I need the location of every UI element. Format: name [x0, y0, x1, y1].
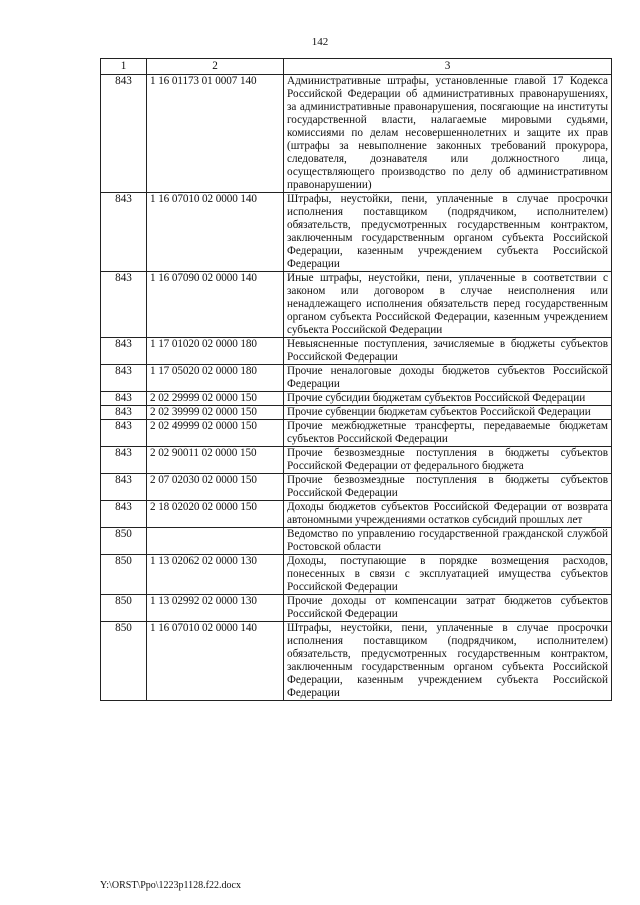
cell-budget-code: 2 02 49999 02 0000 150: [147, 420, 284, 447]
cell-budget-code: 1 16 07010 02 0000 140: [147, 193, 284, 272]
cell-budget-code: 2 18 02020 02 0000 150: [147, 501, 284, 528]
table-body: [101, 75, 612, 701]
cell-admin-code: 843: [101, 365, 147, 392]
cell-admin-code: 843: [101, 392, 147, 406]
table-row: [101, 501, 612, 528]
cell-budget-code: 1 13 02992 02 0000 130: [147, 595, 284, 622]
cell-admin-code: 843: [101, 501, 147, 528]
table-row: [101, 365, 612, 392]
cell-budget-code: 1 13 02062 02 0000 130: [147, 555, 284, 595]
cell-admin-code: 850: [101, 595, 147, 622]
table-row: [101, 75, 612, 193]
file-path-footer: Y:\ORST\Ppo\1223p1128.f22.docx: [100, 880, 241, 891]
cell-admin-code: 850: [101, 622, 147, 701]
revenue-codes-table: [100, 58, 612, 701]
cell-revenue-name: Доходы, поступающие в порядке возмещения расходов, понесенных в связи с эксплуатацией имущества субъектов Российской Федерации: [284, 555, 612, 595]
cell-revenue-name: Доходы бюджетов субъектов Российской Федерации от возврата автономными учреждениями остатков субсидий прошлых лет: [284, 501, 612, 528]
cell-budget-code: 2 02 90011 02 0000 150: [147, 447, 284, 474]
table-row: [101, 447, 612, 474]
cell-admin-code: 843: [101, 406, 147, 420]
cell-revenue-name: Административные штрафы, установленные главой 17 Кодекса Российской Федерации об административных правонарушениях, за административные правонарушения, посягающие на институты государственной власти, налагаемые мировыми судьями, комиссиями по делам несовершеннолетних и защите их прав (штрафы за невыполнение законных требований прокурора, следователя, дознавателя или должностного лица, осуществляющего производство по делу об административном правонарушении): [284, 75, 612, 193]
table-row: [101, 193, 612, 272]
cell-revenue-name: Ведомство по управлению государственной гражданской службой Ростовской области: [284, 528, 612, 555]
cell-budget-code: 1 16 07090 02 0000 140: [147, 272, 284, 338]
cell-admin-code: 850: [101, 528, 147, 555]
cell-revenue-name: Иные штрафы, неустойки, пени, уплаченные в соответствии с законом или договором в случае неисполнения или ненадлежащего исполнения обязательств перед государственным органом субъекта Российской Федерации, казенным учреждением субъекта Российской Федерации: [284, 272, 612, 338]
cell-admin-code: 843: [101, 474, 147, 501]
page-number: 142: [311, 36, 329, 48]
column-header-3: 3: [284, 59, 612, 75]
table-row: [101, 406, 612, 420]
cell-revenue-name: Прочие неналоговые доходы бюджетов субъектов Российской Федерации: [284, 365, 612, 392]
table-row: [101, 555, 612, 595]
table-row: [101, 595, 612, 622]
cell-admin-code: 843: [101, 338, 147, 365]
cell-admin-code: 843: [101, 420, 147, 447]
table-row: [101, 272, 612, 338]
cell-budget-code: 2 02 29999 02 0000 150: [147, 392, 284, 406]
table-row: [101, 338, 612, 365]
cell-budget-code: [147, 528, 284, 555]
cell-budget-code: 1 16 07010 02 0000 140: [147, 622, 284, 701]
cell-revenue-name: Прочие безвозмездные поступления в бюджеты субъектов Российской Федерации: [284, 474, 612, 501]
cell-admin-code: 850: [101, 555, 147, 595]
cell-budget-code: 1 17 01020 02 0000 180: [147, 338, 284, 365]
cell-revenue-name: Штрафы, неустойки, пени, уплаченные в случае просрочки исполнения поставщиком (подрядчиком, исполнителем) обязательств, предусмотренных государственным контрактом, заключенным государственным органом субъекта Российской Федерации, казенным учреждением субъекта Российской Федерации: [284, 193, 612, 272]
column-header-1: 1: [101, 59, 147, 75]
table-row: [101, 420, 612, 447]
cell-revenue-name: Прочие субвенции бюджетам субъектов Российской Федерации: [284, 406, 612, 420]
cell-revenue-name: Прочие межбюджетные трансферты, передаваемые бюджетам субъектов Российской Федерации: [284, 420, 612, 447]
cell-admin-code: 843: [101, 193, 147, 272]
cell-revenue-name: Штрафы, неустойки, пени, уплаченные в случае просрочки исполнения поставщиком (подрядчиком, исполнителем) обязательств, предусмотренных государственным контрактом, заключенным государственным органом субъекта Российской Федерации, казенным учреждением субъекта Российской Федерации: [284, 622, 612, 701]
cell-revenue-name: Прочие безвозмездные поступления в бюджеты субъектов Российской Федерации от федерального бюджета: [284, 447, 612, 474]
table-row: [101, 474, 612, 501]
cell-admin-code: 843: [101, 272, 147, 338]
cell-budget-code: 1 16 01173 01 0007 140: [147, 75, 284, 193]
cell-admin-code: 843: [101, 75, 147, 193]
table-row: [101, 392, 612, 406]
table-header-row: [101, 59, 612, 75]
cell-budget-code: 1 17 05020 02 0000 180: [147, 365, 284, 392]
cell-revenue-name: Невыясненные поступления, зачисляемые в бюджеты субъектов Российской Федерации: [284, 338, 612, 365]
cell-admin-code: 843: [101, 447, 147, 474]
column-header-2: 2: [147, 59, 284, 75]
table-row: [101, 528, 612, 555]
cell-revenue-name: Прочие доходы от компенсации затрат бюджетов субъектов Российской Федерации: [284, 595, 612, 622]
cell-budget-code: 2 07 02030 02 0000 150: [147, 474, 284, 501]
table-row: [101, 622, 612, 701]
cell-budget-code: 2 02 39999 02 0000 150: [147, 406, 284, 420]
cell-revenue-name: Прочие субсидии бюджетам субъектов Российской Федерации: [284, 392, 612, 406]
